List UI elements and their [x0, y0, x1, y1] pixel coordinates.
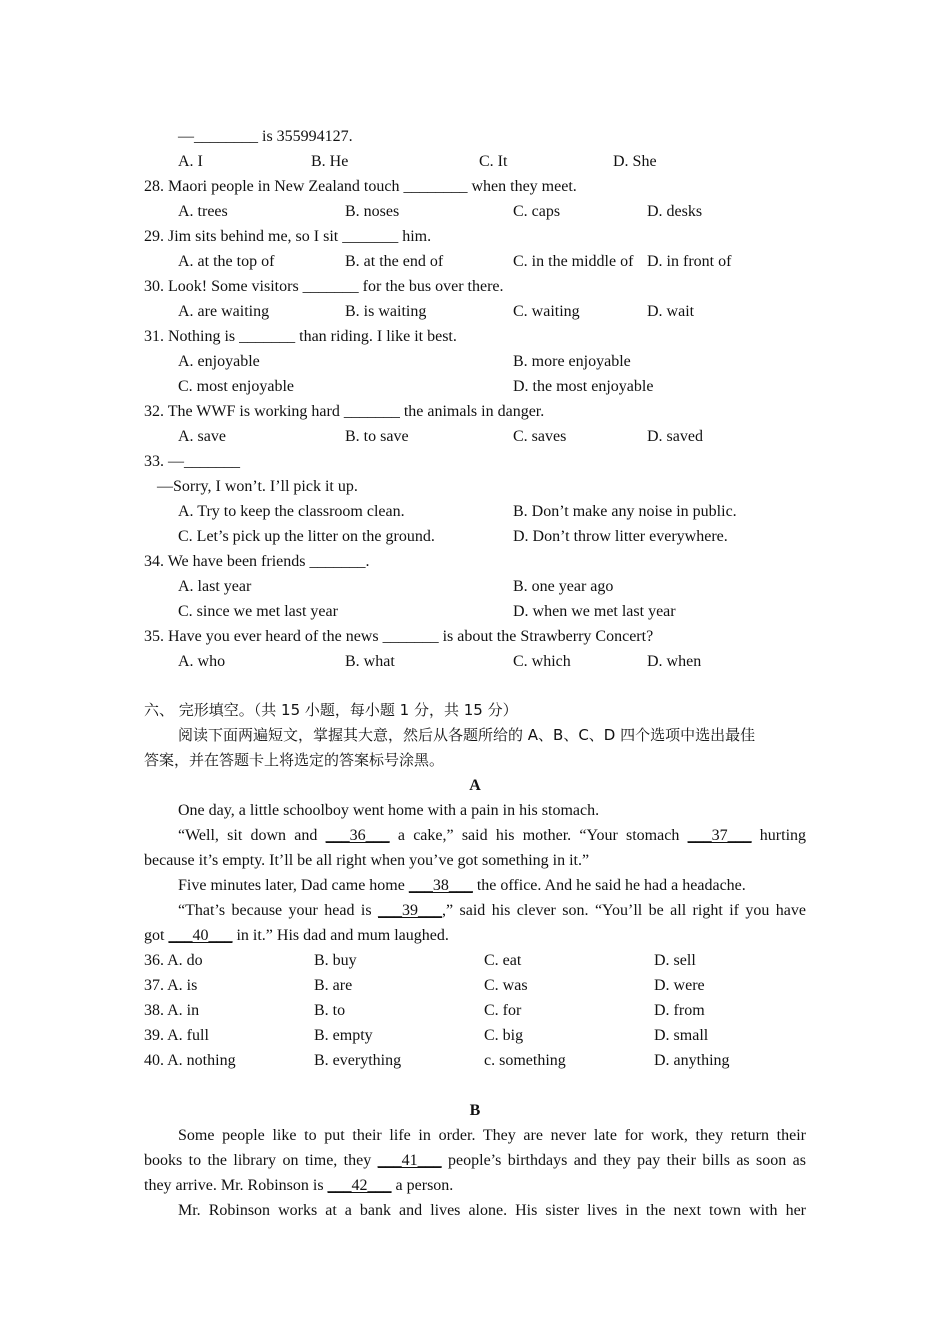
q31-stem: 31. Nothing is _______ than riding. I like it best. — [144, 328, 457, 345]
q33-option-b[interactable]: B. Don’t make any noise in public. — [513, 503, 737, 520]
q31-option-b[interactable]: B. more enjoyable — [513, 353, 631, 370]
q36-option-c[interactable]: C. eat — [484, 952, 522, 969]
q28-option-b[interactable]: B. noses — [345, 203, 400, 220]
q28-option-a[interactable]: A. trees — [178, 203, 228, 220]
q30-option-d[interactable]: D. wait — [647, 303, 695, 320]
cloze-options-37 — [144, 973, 806, 998]
spacer — [144, 1073, 806, 1098]
q32-option-c[interactable]: C. saves — [513, 428, 567, 445]
q34-option-d[interactable]: D. when we met last year — [513, 603, 676, 620]
q33-option-a[interactable]: A. Try to keep the classroom clean. — [178, 503, 405, 520]
q35-option-a[interactable]: A. who — [178, 653, 226, 670]
passage-b-p1-line3 — [144, 1173, 806, 1198]
passage-a-p3 — [144, 873, 806, 898]
q33-options-row1 — [144, 499, 806, 524]
q29-options — [144, 249, 806, 274]
passage-text: a cake,” said his mother. “Your stomach — [389, 827, 688, 844]
passage-a-p1: One day, a little schoolboy went home with a pain in his stomach. — [178, 802, 600, 819]
q38-option-b[interactable]: B. to — [314, 1002, 346, 1019]
passage-text: hurting — [751, 827, 807, 844]
passage-text: they arrive. Mr. Robinson is — [144, 1177, 328, 1194]
q40-option-a[interactable]: 40. A. nothing — [144, 1052, 236, 1069]
q27-option-a[interactable]: A. I — [178, 153, 203, 170]
q40-option-d[interactable]: D. anything — [654, 1052, 730, 1069]
q38-option-a[interactable]: 38. A. in — [144, 1002, 200, 1019]
cloze-options-36 — [144, 948, 806, 973]
q31-option-a[interactable]: A. enjoyable — [178, 353, 260, 370]
q31-option-d[interactable]: D. the most enjoyable — [513, 378, 654, 395]
q39-option-c[interactable]: C. big — [484, 1027, 524, 1044]
q35-option-b[interactable]: B. what — [345, 653, 395, 670]
passage-a-p2-line2: because it’s empty. It’ll be all right when you’ve got something in it.” — [144, 852, 590, 869]
q38-option-d[interactable]: D. from — [654, 1002, 705, 1019]
q31-options-row1 — [144, 349, 806, 374]
q33-options-row2 — [144, 524, 806, 549]
q37-option-c[interactable]: C. was — [484, 977, 528, 994]
q39-option-d[interactable]: D. small — [654, 1027, 709, 1044]
passage-text: in it.” His dad and mum laughed. — [232, 927, 449, 944]
q33-option-c[interactable]: C. Let’s pick up the litter on the ground. — [178, 528, 435, 545]
q30-option-c[interactable]: C. waiting — [513, 303, 580, 320]
q40-option-b[interactable]: B. everything — [314, 1052, 402, 1069]
q31-option-c[interactable]: C. most enjoyable — [178, 378, 294, 395]
q37-option-b[interactable]: B. are — [314, 977, 353, 994]
blank-39[interactable]: ___39___ — [378, 902, 443, 919]
q30-options — [144, 299, 806, 324]
q29-stem: 29. Jim sits behind me, so I sit _______ him. — [144, 228, 432, 245]
q28-option-d[interactable]: D. desks — [647, 203, 703, 220]
q33-stem: 33. —_______ — [144, 453, 240, 470]
q29-option-a[interactable]: A. at the top of — [178, 253, 275, 270]
cloze-options-39 — [144, 1023, 806, 1048]
blank-40[interactable]: ___40___ — [168, 927, 233, 944]
q30-stem: 30. Look! Some visitors _______ for the bus over there. — [144, 278, 504, 295]
passage-a-p2-line1 — [144, 823, 806, 848]
q32-option-b[interactable]: B. to save — [345, 428, 409, 445]
q34-option-a[interactable]: A. last year — [178, 578, 252, 595]
spacer — [144, 674, 806, 698]
q28-option-c[interactable]: C. caps — [513, 203, 561, 220]
q28-options — [144, 199, 806, 224]
passage-text: “Well, sit down and — [178, 827, 326, 844]
q34-option-c[interactable]: C. since we met last year — [178, 603, 338, 620]
q28-stem: 28. Maori people in New Zealand touch ________ when they meet. — [144, 178, 577, 195]
q27-option-c[interactable]: C. It — [479, 153, 508, 170]
q32-option-a[interactable]: A. save — [178, 428, 226, 445]
exam-page — [144, 124, 806, 1223]
blank-38[interactable]: ___38___ — [408, 877, 473, 894]
q39-option-a[interactable]: 39. A. full — [144, 1027, 209, 1044]
blank-37[interactable]: ___37___ — [687, 827, 752, 844]
passage-text: the office. And he said he had a headache. — [472, 877, 746, 894]
cloze-options-40 — [144, 1048, 806, 1073]
passage-text: books to the library on time, they — [144, 1152, 378, 1169]
passage-text: got — [144, 927, 169, 944]
q36-option-a[interactable]: 36. A. do — [144, 952, 203, 969]
q27-options — [144, 149, 806, 174]
q29-option-c[interactable]: C. in the middle of — [513, 253, 634, 270]
q30-option-b[interactable]: B. is waiting — [345, 303, 427, 320]
q27-option-d[interactable]: D. She — [613, 153, 657, 170]
passage-b-p1-line1: Some people like to put their life in order. They are never late for work, they return their — [178, 1127, 806, 1144]
passage-text: “That’s because your head is — [178, 902, 379, 919]
q35-option-c[interactable]: C. which — [513, 653, 571, 670]
q37-option-a[interactable]: 37. A. is — [144, 977, 198, 994]
blank-42[interactable]: ___42___ — [327, 1177, 392, 1194]
blank-41[interactable]: ___41___ — [377, 1152, 442, 1169]
passage-b-p2-line1: Mr. Robinson works at a bank and lives alone. His sister lives in the next town with her — [178, 1202, 806, 1219]
q27-option-b[interactable]: B. He — [311, 153, 349, 170]
q32-options — [144, 424, 806, 449]
section6-instruction-line2: 答案，并在答题卡上将选定的答案标号涂黑。 — [144, 751, 445, 769]
q36-option-d[interactable]: D. sell — [654, 952, 696, 969]
passage-a-title: A — [469, 777, 481, 794]
q34-option-b[interactable]: B. one year ago — [513, 578, 614, 595]
q36-option-b[interactable]: B. buy — [314, 952, 357, 969]
cloze-options-38 — [144, 998, 806, 1023]
q31-options-row2 — [144, 374, 806, 399]
q29-option-b[interactable]: B. at the end of — [345, 253, 444, 270]
passage-text: people’s birthdays and they pay their bills as soon as — [441, 1152, 806, 1169]
passage-text: ,” said his clever son. “You’ll be all right if you have — [442, 902, 806, 919]
passage-a-p4-line2 — [144, 923, 806, 948]
section6-instruction-line1: 阅读下面两遍短文，掌握其大意，然后从各题所给的 A、B、C、D 四个选项中选出最佳 — [178, 726, 756, 744]
q34-options-row2 — [144, 599, 806, 624]
passage-b-p1-line2 — [144, 1148, 806, 1173]
q35-stem: 35. Have you ever heard of the news _______ is about the Strawberry Concert? — [144, 628, 654, 645]
q38-option-c[interactable]: C. for — [484, 1002, 522, 1019]
passage-b-title: B — [469, 1102, 481, 1119]
q33-reply: —Sorry, I won’t. I’ll pick it up. — [157, 478, 358, 495]
q29-option-d[interactable]: D. in front of — [647, 253, 732, 270]
q33-option-d[interactable]: D. Don’t throw litter everywhere. — [513, 528, 728, 545]
q39-option-b[interactable]: B. empty — [314, 1027, 373, 1044]
q32-stem: 32. The WWF is working hard _______ the animals in danger. — [144, 403, 545, 420]
q40-option-c[interactable]: c. something — [484, 1052, 566, 1069]
passage-text: Five minutes later, Dad came home — [178, 877, 409, 894]
q34-options-row1 — [144, 574, 806, 599]
passage-text: a person. — [391, 1177, 454, 1194]
q30-option-a[interactable]: A. are waiting — [178, 303, 270, 320]
q27-answer-line: —________ is 355994127. — [178, 128, 353, 145]
blank-36[interactable]: ___36___ — [325, 827, 390, 844]
q34-stem: 34. We have been friends _______. — [144, 553, 370, 570]
passage-a-p4-line1 — [144, 898, 806, 923]
q37-option-d[interactable]: D. were — [654, 977, 705, 994]
section6-heading: 六、 完形填空。（共 15 小题，每小题 1 分，共 15 分） — [144, 701, 518, 719]
q32-option-d[interactable]: D. saved — [647, 428, 703, 445]
q35-option-d[interactable]: D. when — [647, 653, 702, 670]
q35-options — [144, 649, 806, 674]
